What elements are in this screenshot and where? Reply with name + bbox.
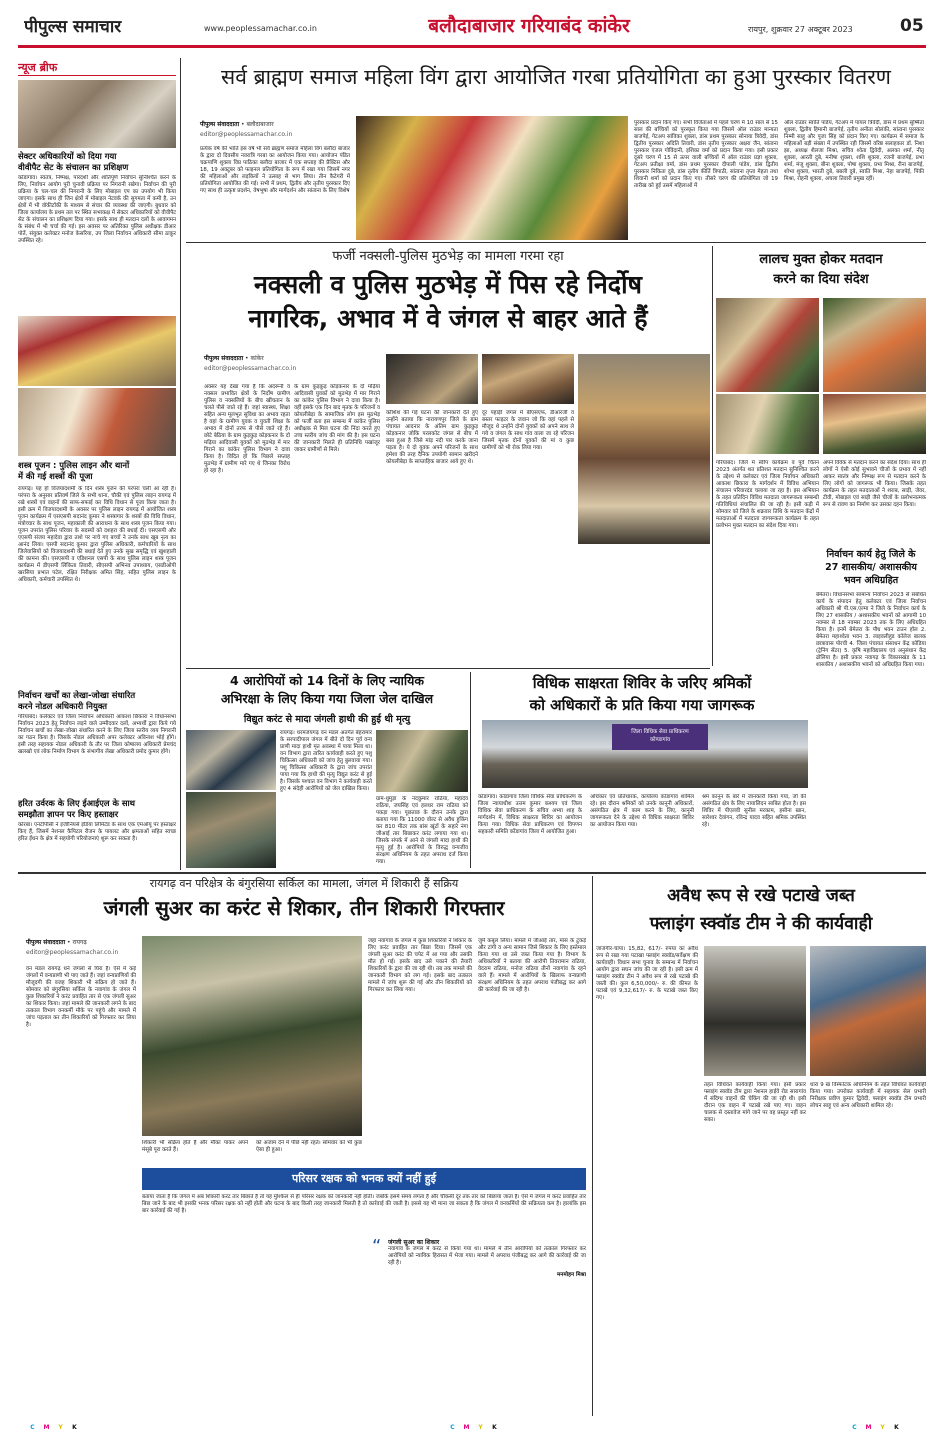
cmyk-center	[448, 1424, 508, 1436]
cmyk-k-left: K	[72, 1424, 77, 1431]
nirvachan-headline	[816, 548, 926, 587]
cmyk-m-left: M	[43, 1424, 50, 1431]
patakhe-divider	[592, 876, 593, 1416]
garba-photo	[356, 116, 628, 240]
patakhe-headline	[596, 882, 926, 938]
patakhe-headline-line2: फ्लाइंग स्क्वॉड टीम ने की कार्यवाही	[649, 914, 873, 934]
masthead	[0, 0, 945, 52]
cmyk-y-center: Y	[478, 1424, 483, 1431]
lalach-col1: गरियाबंद। जिले में स्वीप कार्यक्रम व पूर्व चिंतन 2023 अंतर्गत शत प्रतिशत मतदान सुनिश्चित करने के उद्देश्य से कलेक्टर एवं जिला निर्वाचन अधिकारी आकाश छिकारा के मार्गदर्शन में विविध अभियान संचालन परिवारदंड चलाया जा रहा है। इस अभियान के तहत प्रतिदिन विविध मतदाता जागरूकता सम्बन्धी गतिविधियां संचालित की जा रही है। इसी कड़ी में सोमवार को जिले के शक्रवार तिथि के मतदान केंद्रों में मतदाताओं में मतदाता जागरूकता कार्यक्रम के तहत प्रलोभन मुक्त मतदान का संदेश दिया गया।	[716, 460, 819, 529]
brief4-body: कोरबा। एनटीपीसी ने इंजीनियर्स इंडिया लिमिटेड के साथ एक एमओयू पर हस्ताक्षर किए हैं, जिसमें नेशनल कैपिटल रीजन के पायलट और क्षमताओं सहित स्वच्छ हरित ईंधन के क्षेत्र में सहयोगी परियोजनाएं शुरू कर सकता है।	[18, 822, 176, 842]
shikari-sub-box	[142, 1168, 586, 1280]
naxal-photo-1	[386, 354, 478, 404]
shikari-caption-left: शिकारी भी सक्रिय होते हैं और मौका पाकर अपने मंसूबे पूरा करते हैं।	[142, 1140, 248, 1153]
garba-bottom-rule	[186, 242, 926, 243]
shastra-photo-2	[18, 388, 176, 456]
court-col1: रायगढ़। धरमजयगढ़ वन मंडल अंतर्गत बेहरामार के सरपादीपाल जंगल में बीते दो दिन पूर्व वन्य प्राणी मादा हाथी मृत अवस्था में पाया मिला था। वन विभाग द्वारा त्वरित कार्यवाही करते हुए पशु चिकित्सा अधिकारी को जांच हेतु बुलवाया गया। पशु चिकित्सा अधिकारी के द्वारा जांच उपरांत पाया गया कि हाथी की मृत्यु विद्युत करंट से हुई है। जिसके पश्चात वन विभाग ने कार्यवाही करते हुए 4 संदेही आरोपियों को जेल दाखिल किया।	[280, 730, 372, 792]
shikari-byline-agency: पीपुल्स संवाददाता	[26, 939, 66, 946]
court-subhead: विद्युत करंट से मादा जंगली हाथी की हुई थी मृत्यु	[243, 714, 411, 725]
lalach-divider	[712, 246, 713, 666]
footer-registration-marks	[0, 1418, 945, 1442]
court-headline-line2: अभिरक्षा के लिए किया गया जिला जेल दाखिल	[220, 691, 434, 706]
brief1-title-line2: वीवीपैट सेट के संचालन का प्रशिक्षण	[18, 162, 129, 172]
shikari-sub-headline: परिसर रक्षक को भनक क्यों नहीं हुई	[142, 1168, 586, 1190]
naxal-col1: अक्सर यह देखा गया है कि अंदरूनी व नक्सल प्रभावित क्षेत्रों के निर्दोष ग्रामीण पुलिस व नक्सलियों के बीच खींचतान के चलते पीसे जाते रहे हैं। जहां स्वास्थ्य, शिक्षा सहित अन्य मूलभूत सुविधा का अभाव रहता है वहां के ग्रामीण युवक व युवती शिक्षा के अभाव में दोनों तरफ से पीसे जाते रहे हैं। छोटे बेठिया के ग्राम कुड़कुड़ कोड़कनार के दो मढ़िया आदिवासी युवकों को मुठभेड़ में मार गिराने का कांकेर पुलिस विभाग ने दावा किया है। विदित हो कि पिछले सप्ताह मुठभेड़ में ग्रामीण मारे गए थे जिनका विरोध हो रहा है।	[204, 384, 290, 474]
masthead-logo	[24, 14, 194, 38]
vidhik-photo	[482, 720, 808, 788]
cmyk-y-right: Y	[880, 1424, 885, 1431]
lalach-col2: अपने विवेक से मतदान करने का संदेश दिया। साथ ही लोगों ने ऐसी कोई सुभावने चीजों के प्रभाव में नहीं आकर स्वतंत्र और निष्पक्ष रूप से मतदान करने के लिए लोगों को जागरूक भी किया। जिसके तहत कार्यक्रम के तहत मतदाताओं ने शराब, साड़ी, जेवर, टीवी, मोबाइल एवं साड़ी जैसे चीजों के प्रलोभनात्मक रूप से रावण का निर्माण कर उसका दहन किया।	[823, 460, 926, 508]
shikari-sub-body: बताया जाता है कि जंगल में अब शिकारी करंट तार बिछाते हैं तो यह मुश्किल से ही परिसर रक्षक को जानकारी नहीं होती। जबकि इसमें समय लगता है और चौकसी दूर तक तार को बिछाया जाता है। ऐसे में जंगल में करंट प्रवाहित तार बिछ जाने के बाद भी इसकी भनक परिसर रक्षक को नहीं होती और घटना के बाद किसी तरह जानकारी मिलती है तो कार्रवाई की जाती है। इससे यह भी माना जा सकता है कि जंगल में वनकर्मियों की सक्रियता कम है। हालांकि इस बार कार्रवाई की गई है।	[142, 1194, 586, 1214]
brief3-title-line1: निर्वाचन खर्चों का लेखा-जोखा संधारित	[18, 690, 136, 700]
garba-col2: पुरस्कार प्रदान किए गए। सभी विजेताओं में पहले चरण में 10 साल से 15 साल की बच्चियों को पुरस्कृत किया गया जिसमें ऑल राउंडर मान्यता बाजपेई, गेटअप सांविका शुक्ला, डांस प्रथम पुरस्कार सोनाया त्रिवेदी, डांस द्वितीय पुरस्कार अदिति तिवारी, डांस तृतीय पुरस्कार अक्षरा जैन, सांत्वना पुरस्कार एंजल गोविंदानी, इशिका वर्मा को प्रदान किया गया। इसी प्रकार दूसरे चरण में 15 से ऊपर वाली बच्चियों में ऑल राउंडर प्रज्ञा शुक्ला, गेटअप प्रतीक्षा वर्मा, डांस प्रथम पुरस्कार दीपाली पांडेय, डांस द्वितीय पुरस्कार निकिता दुबे, डांस तृतीय कीर्ति त्रिपाठी, सांत्वना तृप्ता मेहता तथा शिवानी शर्मा को प्रदान किए गए। तीसरे चरण की प्रतियोगिता जो 19 तारीख को हुई उसमें महिलाओं में	[634, 120, 778, 189]
left-column-divider	[180, 58, 181, 870]
vidhik-headline	[474, 672, 810, 716]
brief1-title	[18, 151, 176, 173]
shikari-headline: जंगली सुअर का करंट से शिकार, तीन शिकारी गिरफ्तार	[103, 896, 505, 920]
lower-section-rule	[18, 872, 926, 874]
court-photo-1	[186, 730, 276, 790]
shikari-col3: जहां नवागांव के जंगल में कुछ शिकारियों ने शिकार के लिए करंट प्रवाहित तार बिछा दिया। जिसमें एक जंगली सुअर करंट की चपेट में आ गया और उसकी मौत हो गई। इसके बाद उसे पकाने की तैयारी शिकारियों के द्वारा की जा रही थी। तब तक मामले की जानकारी विभाग को लग गई। इसके बाद तत्काल मामले में जांच शुरू की गई और तीन शिकारियों को गिरफ्तार कर लिया गया।	[368, 938, 472, 993]
page-number: 05	[900, 16, 924, 36]
garba-headline: सर्व ब्राह्मण समाज महिला विंग द्वारा आयोजित गरबा प्रतियोगिता का हुआ पुरस्कार वितरण	[221, 65, 891, 89]
vidhik-banner-line2: कोण्डागांव	[649, 737, 671, 743]
patakhe-col2: तहत विधिवत कार्यवाही किया गया। इसी प्रकार फ्लाइंग स्क्वॉड टीम द्वारा नेशनल हाईवे रोड सारागांव में संदिग्ध वाहनों की चेकिंग की जा रही थी। इसी दौरान एक वाहन में पटाखे रखे पाए गए। वाहन चालक से दस्तावेज मांगे जाने पर वह प्रस्तुत नहीं कर सका।	[704, 1082, 806, 1123]
brief2-title	[18, 460, 176, 482]
section-title: बलौदाबाजार गरियाबंद कांकेर	[428, 15, 630, 37]
brief1-title-line1: सेक्टर अधिकारियों को दिया गया	[18, 151, 117, 161]
brief4-title-line1: हरित उर्वरक के लिए ईआईएल के साथ	[18, 798, 136, 808]
cmyk-m-right: M	[865, 1424, 872, 1431]
garba-byline-agency: पीपुल्स संवाददाता	[200, 121, 240, 128]
shikari-kicker: रायगढ़ वन परिक्षेत्र के बंगुरसिया सर्किल का मामला, जंगल में शिकारी हैं सक्रिय	[149, 877, 459, 890]
cmyk-c-center: C	[450, 1424, 455, 1431]
shastra-photo-1	[18, 316, 176, 386]
shikari-caption-right: को अंजाम देने में पीछे नहीं रहते। सोमवार को भी कुछ ऐसा ही हुआ।	[256, 1140, 362, 1153]
cmyk-k-center: K	[492, 1424, 497, 1431]
court-headline-line1: 4 आरोपियों को 14 दिनों के लिए न्यायिक	[230, 673, 424, 688]
naxal-headline-line1: नक्सली व पुलिस मुठभेड़ में पिस रहे निर्दोष	[253, 270, 643, 299]
shikari-story	[18, 876, 590, 1416]
garba-story	[186, 58, 926, 240]
brief3-body: गरियाबंद। कलेक्टर एवं जिला निर्वाचन अधिकारी आकाश छिकारा ने विधानसभा निर्वाचन 2023 हेतु निर्वाचन लड़ने वाले उम्मीदवार दलों, अभ्यर्थी द्वारा किये गये निर्वाचन खर्चों का लेखा-जोखा संधारित करने के लिए जिला स्तरीय व्यय निगरानी का गठन किया है। जिसके नोडल अधिकारी अपर कलेक्टर अविनाश भोई होंगे। इसी तरह सहायक नोडल अधिकारी के तौर पर जिला कोषालय अधिकारी प्रेमचंद खलखो एवं लोक निर्माण विभाग के संभागीय लेखा अधिकारी प्रमोद कुमार होंगे।	[18, 714, 176, 755]
court-photo-2	[186, 792, 276, 868]
vidhik-banner	[612, 724, 708, 750]
patakhe-col3: धारा 9 ख विस्फोटक अधिनियम के तहत विधिवत कार्यवाही किया गया। उपरोक्त कार्यवाही में सहायक सेल प्रभारी निरीक्षक प्रवीण कुमार द्विवेदी, फ्लाइंग स्क्वॉड टीम प्रभारी लोचन साहू एवं अन्य अधिकारी शामिल रहे।	[810, 1082, 926, 1109]
brief4-title	[18, 798, 176, 820]
nirvachan-headline-line1: निर्वाचन कार्य हेतु जिले के	[826, 549, 916, 560]
lalach-headline	[716, 250, 926, 290]
site-url[interactable]: www.peoplessamachar.co.in	[204, 24, 317, 33]
naxal-headline-line2: नागरिक, अभाव में वे जंगल से बाहर आते हैं	[248, 304, 648, 333]
shikari-col4: जुर्म कबूल लिया। मामले में जीआई तार, मांस के टुकड़े और टांगी व अन्य सामान जिसे शिकार के लिए इस्तेमाल किया गया था उसे जब्त किया गया है। विभाग के अधिकारियों ने बताया की आरोपी तिवरामान राठिया, वेदराम राठिया, मनोज राठिया तीनों नवागांव के रहने वाले हैं। मामले में आरोपियों के खिलाफ वन्यप्राणी संरक्षण अधिनियम के तहत अपराध पंजीबद्ध कर आगे की कार्रवाई की जा रही है।	[478, 938, 586, 993]
lalach-photo-4	[823, 394, 926, 454]
logo-text: पीपुल्स समाचार	[24, 17, 122, 37]
lalach-story	[716, 246, 926, 546]
lalach-photo-2	[823, 298, 926, 392]
cmyk-m-center: M	[463, 1424, 470, 1431]
lalach-headline-line1: लालच मुक्त होकर मतदान	[759, 252, 883, 267]
brief3-title	[18, 690, 176, 712]
patakhe-headline-line1: अवैध रूप से रखे पटाखे जब्त	[667, 886, 855, 906]
court-story	[186, 672, 468, 868]
quote-author: मनमोहन मिश्रा	[557, 1272, 586, 1278]
shikari-col1: वन मंडल रायगढ़ धने जंगलों से घिरा है। ऐसे में कई जंगलों में वन्यप्राणी भी पाए जाते हैं। जहां वन्यप्राणियों की मौजूदगी की वजह शिकारी भी सक्रिय हो जाते हैं। सोमवार को बंगुरसिया सर्किल के नवागांव के जंगल में कुछ शिकारियों ने करंट प्रवाहित तार से एक जंगली सुअर का शिकार किया। जहां मामले की जानकारी लगने के बाद तत्काल विभाग वनकर्मी मौके पर पहुंचे और मामले में जांच पड़ताल कर तीन शिकारियों को गिरफ्तार कर लिया है।	[26, 966, 136, 1028]
patakhe-photo-2	[810, 946, 926, 1076]
cmyk-c-right: C	[852, 1424, 857, 1431]
vidhik-col3: श्रम कानून के बारे में जानकारी किया गया, जो की असंगठित क्षेत्र के लिए नायालिदन साबित होता है। इस शिविर में पीएलवी सुनील मरकाम, हसीना खान, सारेश्वर देवांगन, रविन्द्र यादव सहित श्रमिक उपस्थित रहे।	[702, 794, 806, 828]
garba-col1: प्रत्येक वर्ष की भांति इस वर्ष भी सर्व ब्राह्मण समाज महिला विंग बलौदा बाजार के द्वारा दो दिवसीय नवरात्रि गरबा का आयोजन किया गया। आयोजन पंडित चक्रपाणि शुक्ला विप्र पाठिका बलौदा बाजार में एक सप्ताह की प्रैक्टिस और 18, 19 अक्टूबर को फाइनल प्रतियोगिता के रूप में रखा गया जिसमें नगर की महिलाओं और लड़कियों ने उत्साह से भाग लिया। तीन कैटेगरी में प्रतियोगिता आयोजित की गई। सभी में प्रथम, द्वितीय और तृतीय पुरस्कार दिए गए साथ ही उत्कृष्ट प्रदर्शन, वेषभूषा और मार्गदर्शन और सांत्वना के लिए विशेष	[200, 146, 350, 194]
naxal-photo-2	[482, 354, 574, 404]
brief4-title-line2: समझौता ज्ञापन पर किए हस्ताक्षर	[18, 809, 119, 819]
nirvachan-headline-line2: 27 शासकीय/ अशासकीय	[825, 562, 917, 573]
shikari-email[interactable]: editor@peoplessamachar.co.in	[26, 949, 119, 956]
lalach-photo-3	[716, 394, 819, 454]
garba-byline: पीपुल्स संवाददाता • बलौदाबाजार editor@peoplessamachar.co.in	[200, 120, 350, 138]
masthead-underline	[18, 45, 926, 48]
naxal-headline	[186, 268, 710, 336]
brief2-body: रायगढ़। यह हो विजयादशमी के दिन शस्त्र पूजन की परंपरा चली आ रही है। परंपरा के अनुसार प्रतिवर्ष जिले के सभी थाना, चौकी एवं पुलिस लाइन रायगढ़ में रखे शस्त्रों एवं वाहनों की साफ-सफाई कर विधि विधान से पूजा किया जाता है। इसी क्रम में विजयादशमी के अवसर पर पुलिस लाइन रायगढ़ में आयोजित शस्त्र पूजन कार्यक्रम में एसएसपी सदानंद कुमार ने शस्त्रागार के शस्त्रों की विधि विधान, मंत्रोच्चार के साथ पूजन, महाकाली की आराधना के साथ शस्त्र पूजन किया गया। पूजन उपरांत पुलिस परिवार के सदस्यों को दशहरा की बधाई दी। एसएसपी और एएसपी संजय महादेवा द्वारा ताशे पर नाचे गए बच्चों ने उनके साथ खूब नृत्य का आनंद लिया। एसपी सदानंद कुमार द्वारा पुलिस अधिकारी, कर्मचारियों के साथ जिलेवासियों को विजयादशमी की बधाई देते हुए उनके सुख समृद्धि एवं खुशहाली की कामना की। एसएसपी व एडिशनल एसपी के साथ पुलिस लाइन शस्त्र पूजन कार्यक्रम में डीएसपी लिंकिता तिवारी, सीएसपी अभिनव उपाध्याय, एसडीओपी खरसिया प्रभात पटेल, रक्षित निरीक्षक अमित सिंह, सहित पुलिस लाइन के अधिकारी, कर्मचारी उपस्थित थे।	[18, 486, 176, 583]
lalach-headline-line2: करने का दिया संदेश	[773, 272, 869, 287]
vidhik-col2: अधिकार एवं प्रतिधारक, कार्यालय कोंडागांव शामिल रहे। इस दौरान श्रमिकों को उनके कानूनी अधिकारों, असंगठित क्षेत्र में काम करने के लिए, कानूनी जागरूकता देने के उद्देश्य से विधिक साक्षरता शिविर का आयोजन किया गया।	[590, 794, 694, 828]
garba-byline-city: बलौदाबाजार	[246, 121, 274, 128]
patakhe-photo-1	[704, 946, 806, 1076]
vidhik-divider	[470, 672, 471, 868]
naxal-col2: के ग्राम कुड़कुड़ कोड़कनार के दो मढ़िया आदिवासी युवकों को मुठभेड़ में मार गिराने का कांकेर पुलिस विभाग ने दावा किया है। वहीं इसके एक दिन बाद मृतक के परिजनों व कोयलीबेड़ा के सामाजिक लोग इस मुठभेड़ को फर्जी बता इस सम्बन्ध में कांकेर पुलिस अधीक्षक से मिल घटना की निंदा करते हुए उच्च स्तरीय जांच की मांग की है। इस घटना की जानकारी मिलते ही प्रतिनिधि पखांजूर जाकर ग्रामीणों से मिले।	[294, 384, 380, 453]
naxal-col4: दूर पहाड़ी जंगल में बीएसएफ, डीआरजी व बस्तर फाइटर के जवान जो कि वहां पहले से मौजूद थे उन्होंने दोनों युवकों को अपने साथ ले गये व जंगल के साथ गांव वाला जा रहे परिजन जिसमें मृतक दोनों युवकों की मां व कुछ ग्रामीणों को भी रोक लिया गया।	[482, 410, 574, 451]
naxal-byline: पीपुल्स संवाददाता • कांकेर editor@peoplessamachar.co.in	[204, 354, 382, 372]
training-photo	[18, 80, 176, 148]
cmyk-k-right: K	[894, 1424, 899, 1431]
shikari-quote	[372, 1238, 586, 1280]
brief2-title-line1: शस्त्र पूजन : पुलिस लाइन और थानों	[18, 460, 130, 470]
garba-email[interactable]: editor@peoplessamachar.co.in	[200, 131, 293, 138]
news-brief-column	[18, 58, 176, 798]
garba-col3: ऑल राउंडर स्वाति पांडेय, गेटअप में पायल त्रिवेदी, डांस में प्रथम सुष्मिता शुक्ला, द्वितीय हिमानी बाजपेई, तृतीय अनीता सोलंकी, सांत्वना पुरस्कार निम्मी साहू और पूजा सिंह को प्रदान किए गए। कार्यक्रम में समाज के महिलाओं बड़ी संख्या में उपस्थित रही जिसमें वरिष्ठ सलाहकार डॉ. निशा झा, अध्यक्ष शैलजा मिश्रा, सचिव श्वेता द्विवेदी, अलका शर्मा, नीतू शुक्ला, आरती दुबे, मनीषा शुक्ला, शशि शुक्ला, रजनी बाजपेई, प्रभा शर्मा, मंजू शुक्ला, बीना शुक्ला, पोषा शुक्ला, प्रभा मिश्रा, रीना बाजपेई, शोभा शुक्ला, भारती दुबे, बबली दुबे, स्वाति मिश्रा, नेहा बाजपेई, पिंकी मिश्रा, रोहनी शुक्ला, अचला तिवारी प्रमुख रहीं।	[784, 120, 924, 182]
lalach-photo-1	[716, 298, 819, 392]
naxal-byline-city: कांकेर	[250, 355, 264, 362]
vidhik-headline-line2: को अधिकारों के प्रति किया गया जागरूक	[529, 696, 755, 714]
court-col2: ग्राम-धुमुड़ा के नंदकुमार राठिया, महादेव राठिया, जयसिंह एवं हलधर राम राठिया को पकड़ा गया। पूछताछ के दौरान उनके द्वारा बताया गया कि 11000 वोल्ट से अवैध हुकिंग कर 810 मीटर तक बांस खूंटों के सहारे नंगा जीआई तार बिछाकर करंट लगाया गया था। जिसके संपर्क में आने से जंगली मादा हाथी की मृत्यु हुई है। आरोपियों के विरुद्ध वन्यजीव संरक्षण अधिनियम के तहत अपराध दर्ज किया गया।	[376, 796, 468, 865]
quote-title: जंगली सुअर का शिकार	[388, 1239, 440, 1246]
quote-body: नवागांव के जंगल में करंट से किया गया था। मामले में तीन आरोपियों को तत्काल गिरफ्तार कर आरोपियों को न्यायिक हिरासत में भेजा गया। मामले में अपराध पंजीबद्ध कर आगे की कार्रवाई की जा रही है।	[388, 1246, 586, 1266]
brief1-body: कोंडागांव। स्वतंत्र, निष्पक्ष, पारदर्शी और शांतिपूर्ण निर्वाचन सुनिश्चित करने के लिए, निर्वाचन आयोग पूरी चुनावी प्रक्रिया पर निगरानी रखेगा। निर्वाचन की पूरी प्रक्रिया के चल-चल की निगरानी के लिए मोबाइल एप का उपयोग भी किया जाएगा। इसके साथ ही जिन क्षेत्रों में मोबाइल नेटवर्क की सुगमता में कमी है, उन क्षेत्रों में भी वॉकीटॉकी के माध्यम से संचार की व्यवस्था की जाएगी। बुधवार को जिला कार्यालय के प्रथम तल पर स्थित सभाकक्ष में सेक्टर अधिकारियों को वीवीपैट सेट के संचालन का प्रशिक्षण दिया गया। इसके साथ ही मतदान दलों के आवागमन के संबंध में भी चर्चा की गई। इस अवसर पर अतिरिक्त पुलिस अधीक्षक डीआर पोर्ते, संयुक्त कलेक्टर मनोज केसरिया, उप जिला निर्वाचन अधिकारी सीमा ठाकुर उपस्थित रहे।	[18, 175, 176, 244]
brief4	[18, 798, 176, 870]
nirvachan-headline-line3: भवन अधिग्रहित	[843, 575, 899, 586]
brief3-title-line2: करने नोडल अधिकारी नियुक्त	[18, 701, 108, 711]
nirvachan-story	[816, 548, 926, 868]
brief2-title-line2: में की गई शस्त्रों की पूजा	[18, 471, 93, 481]
court-headline	[186, 672, 468, 708]
patakhe-col1: जांजगीर-चांपा। 15,82, 617/- रुपया का अवैध रूप से रखा गया पटाखा फ्लाइंग स्क्वॉड/सर्वेक्षण की कार्यवाही। विधान सभा चुनाव के सम्बन्ध में निर्वाचन आयोग द्वारा सघन जांच की जा रही है। इसी क्रम में फ्लाइंग स्क्वॉड टीम ने अवैध रूप से रखे पटाखे की जब्ती की। कुल 6,50,000/- रु. की कीमत के पटाखे एवं 9,32,617/- रु. के पटाखे जब्त किए गए।	[596, 946, 698, 1001]
cmyk-c-left: C	[30, 1424, 35, 1431]
cmyk-y-left: Y	[58, 1424, 63, 1431]
naxal-email[interactable]: editor@peoplessamachar.co.in	[204, 365, 297, 372]
cmyk-right	[850, 1424, 910, 1436]
naxal-bottom-rule	[186, 668, 710, 669]
naxal-byline-agency: पीपुल्स संवाददाता	[204, 355, 244, 362]
naxal-col3: कोशिश की गई घटना की जानकारी देते हुए उन्होंने बताया कि नारायणपुर जिले के ग्राम पंचायत आदनार के अंतिम ग्राम कुड़कुड़ कोड़कनार जोकि परलकोट जंगल से बीच में बसा हुआ है जिसे मांड़ नदी पार करके जाना पड़ता है। ये दो युवक अपने परिजनों के साथ हमेशा की तरह दैनिक उपयोगी सामान खरीदने कोयलीबेड़ा के साप्ताहिक बाजार आये हुए थे।	[386, 410, 478, 465]
naxal-story	[186, 246, 710, 666]
vidhik-story	[474, 672, 810, 868]
shikari-photo	[142, 936, 362, 1136]
news-brief-label: न्यूज ब्रीफ	[18, 60, 176, 76]
court-photo-3	[376, 730, 468, 792]
vidhik-banner-line1: जिला विधिक सेवा प्राधिकरण	[631, 729, 689, 735]
cmyk-left	[28, 1424, 88, 1436]
patakhe-story	[596, 876, 926, 1416]
quote-mark-icon: “	[372, 1238, 382, 1256]
shikari-byline: पीपुल्स संवाददाता • रायगढ़ editor@peoplessamachar.co.in	[26, 938, 136, 956]
naxal-kicker: फर्जी नक्सली-पुलिस मुठभेड़ का मामला गरमा रहा	[332, 249, 564, 264]
vidhik-headline-line1: विधिक साक्षरता शिविर के जरिए श्रमिकों	[532, 674, 752, 692]
vidhik-col1: कोंडागांव। कोंडागांव जिला विधिक सेवा प्राधिकरण के जिला न्यायाधीश उत्तम कुमार कश्यप एवं जिला विधिक सेवा प्राधिकरण के सचिव अभ्या शाह के मार्गदर्शन में, विधिक साक्षरता शिविर का आयोजन किया गया। विधिक सेवा प्राधिकरण एवं विपणन सहकारी समिति कोंडागांव जिला में आयोजित हुआ।	[478, 794, 582, 835]
naxal-photo-3	[578, 354, 710, 544]
nirvachan-body: बेमेतरा। विधानसभा सामान्य निर्वाचन 2023 से संबंधित कार्य के संपादन हेतु कलेक्टर एवं जिला निर्वाचन अधिकारी श्री पी.एस.एल्मा ने जिले के निर्वाचन कार्य के लिए 27 शासकीय / अशासकीय भवनों को आगामी 10 नवम्बर से 18 नवम्बर 2023 तक के लिए अधिग्रहित किया है। इनमें बेमेतरा के पौध भवन टाउन हॉल 2. बेमेतरा महाश्वेता भवन 3. लाइवलीहुड कॉलेज बालक छात्रावास पोरची 4. जिला पंचायत संसाधन केंद्र कोडिया (ट्रेनिंग सेंटर) 5. कृषि महाविद्यालय एवं अनुसंधान केंद्र ढोलिया है। इसी प्रकार नवागढ़ के विकासखंड के 11 शासकीय / अशासकीय भवनों को अधिग्रहित किया गया।	[816, 592, 926, 668]
shikari-byline-city: रायगढ़	[72, 939, 87, 946]
issue-date: रायपुर, शुक्रवार 27 अक्टूबर 2023	[748, 25, 853, 34]
